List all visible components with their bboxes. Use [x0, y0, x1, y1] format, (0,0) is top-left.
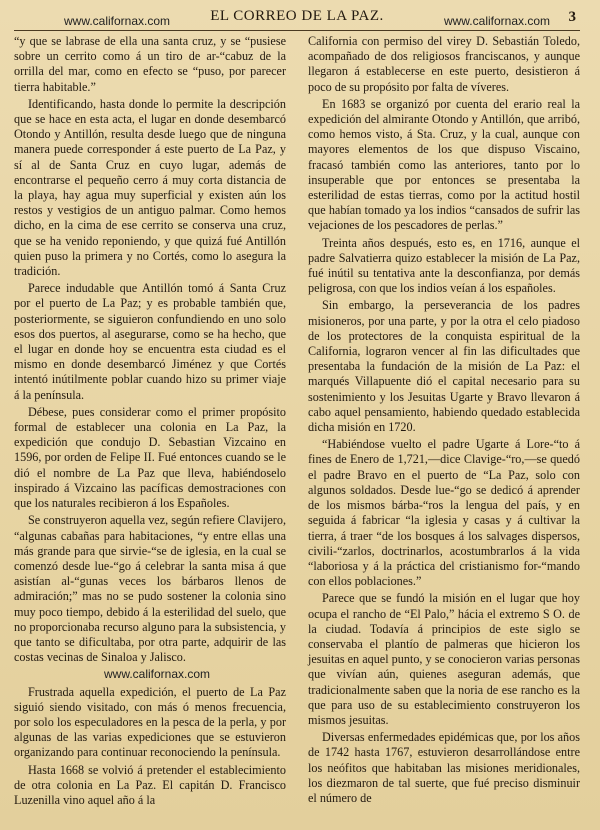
- paragraph: Débese, pues considerar como el primer propósito formal de establecer una colonia en La Paz, la expedición que condujo D. Sebastian Vizcaino en 1596, por orden de Felipe II. Fué entonces cuando se le dió el nombre de La Paz que lleva, habiéndoselo inspirado á Vizcaino las pacíficas demostraciones con que los naturales recibieron á los Españoles.: [14, 404, 286, 511]
- page-number: 3: [568, 9, 576, 25]
- watermark-left: www.californax.com: [64, 14, 171, 28]
- paragraph: En 1683 se organizó por cuenta del erario real la expedición del almirante Otondo y Antillón, que arribó, como hemos visto, á Sta. Cruz, y la cual, aunque con mayores elementos de los que dispuso Viscaino, fracasó también como las anteriores, tanto por lo insuperable que por entonces se presentaba la esterilidad de estas tierras, como por la actitud hostil que habían tomado ya los indios “cansados de sufrir las vejaciones de los pescadores de perlas.”: [308, 96, 580, 233]
- paragraph: Parece que se fundó la misión en el lugar que hoy ocupa el rancho de “El Palo,” hácia el extremo S O. de la ciudad. Todavía á principios de este siglo se conservaba el plantío de palmeras que hicieron los jesuitas en aquel punto, y se conocieron varias personas que vivían aún, quienes aseguran además, que tradicionalmente saben que la noria de ese rancho es la que para uso de su establecimiento construyeron los mismos jesuitas.: [308, 591, 580, 727]
- paragraph: Diversas enfermedades epidémicas que, por los años de 1742 hasta 1767, estuvieron desarrollándose entre los neófitos que habitaban las misiones meridionales, los diezmaron de tal suerte, que fué preciso disminuir el número de: [308, 730, 580, 805]
- paragraph: Sin embargo, la perseverancia de los padres misioneros, por una parte, y por la otra el celo piadoso de los protectores de la conquista espiritual de la California, lograron vencer al fin las dificultades que presentaba la fundación de la misión de La Paz: el marqués Villapuente dió el capital necesario para su sostenimiento y los Jesuitas Ugarte y Bravo llevaron á cabo aquel pensamiento, habiendo quedado establecida dicha misión en 1720.: [308, 298, 580, 435]
- right-column: [308, 34, 580, 808]
- paragraph: Hasta 1668 se volvió á pretender el establecimiento de otra colonia en La Paz. El capitán D. Francisco Luzenilla vino aquel año á la: [14, 762, 286, 807]
- paragraph: “Habiéndose vuelto el padre Ugarte á Lore-“to á fines de Enero de 1,721,—dice Clavige-“ro,—se quedó el padre Bravo en el puerto de “La Paz, solo con algunos soldados. Desde lue-“go se dedicó á aprender de los mismos bárba-“ros la lengua del país, y en seguida á fabricar “la iglesia y casas y á cultivar la tierra, á traer “de los bosques á los salvages dispersos, civili-“zarlos, doctrinarlos, acostumbrarlos á la vida “laboriosa y á la práctica del cristianismo for-“mando con ellos poblaciones.”: [308, 437, 580, 589]
- paragraph: “y que se labrase de ella una santa cruz, y se “pusiese sobre un cerrito como á un tiro de ar-“cabuz de la orrilla del mar, como en efecto se “puso, por parecer tierra habitable.”: [14, 34, 286, 94]
- page-header: [14, 6, 580, 31]
- watermark-right: www.californax.com: [443, 14, 550, 28]
- newspaper-title: EL CORREO DE LA PAZ.: [210, 8, 384, 24]
- paragraph: Parece indudable que Antillón tomó á Santa Cruz por el puerto de La Paz; y es probable también que, posteriormente, se siguieron confundiendo en uno solo esos dos puertos, al asegurarse, como se ha hecho, que el lugar en donde hoy se encuentra esta ciudad es el mismo en donde desembarcó Jiménez y que Cortés intentó inútilmente poblar cuando hizo su primer viaje á la península.: [14, 281, 286, 402]
- paragraph: Treinta años después, esto es, en 1716, aunque el padre Salvatierra quizo establecer la misión de La Paz, fué inútil su tentativa ante la desconfianza, por demás peligrosa, con que los indios veían á los españoles.: [308, 235, 580, 296]
- watermark-inline: www.californax.com: [103, 667, 211, 682]
- paragraph: Frustrada aquella expedición, el puerto de La Paz siguió siendo visitado, con más ó menos frecuencia, por solo los especuladores en la pesca de la perla, y por algunas de las varias expediciones que se estuvieron organizando para continuar reconociendo la península.: [14, 684, 286, 760]
- paragraph: Identificando, hasta donde lo permite la descripción que se hace en esta acta, el lugar en donde desembarcó Otondo y Antillón, resulta desde luego que de ninguna manera puede corresponder á este puerto de La Paz, y sí al de Santa Cruz en cuyo lugar, además de encontrarse el pequeño cerro á muy corta distancia de la playa, hay agua muy superficial y existen aún los restos y vestigios de un antiguo palmar. Como hemos dicho, en la cima de ese cerrito se conserva una cruz, que se ha venido reponiendo, y que quizá fué Antillón quien puso la primera y no Cortés, como lo asegura la tradición.: [14, 96, 286, 279]
- paragraph: California con permiso del virey D. Sebastián Toledo, acompañado de dos religiosos franciscanos, y aunque llegaron á establecerse en este puerto, desistieron á poco de su propósito por falta de víveres.: [308, 34, 580, 94]
- paragraph: Se construyeron aquella vez, según refiere Clavijero, “algunas cabañas para habitaciones, “y entre ellas una más grande para que sirvie-“se de iglesia, en la cual se comenzó desde lue-“go á celebrar la santa misa á que asistían al-“gunas veces los bárbaros llenos de admiración;” mas no se pudo sostener la colonia sino muy poco tiempo, debido á la esterilidad del suelo, que no proporcionaba recurso alguno para la subsistencia, y que tanto se dificultaba, por otra parte, adquirir de las costas vecinas de Sinaloa y Jalisco.: [14, 513, 286, 665]
- article-columns: [14, 34, 580, 808]
- left-column: [14, 34, 286, 808]
